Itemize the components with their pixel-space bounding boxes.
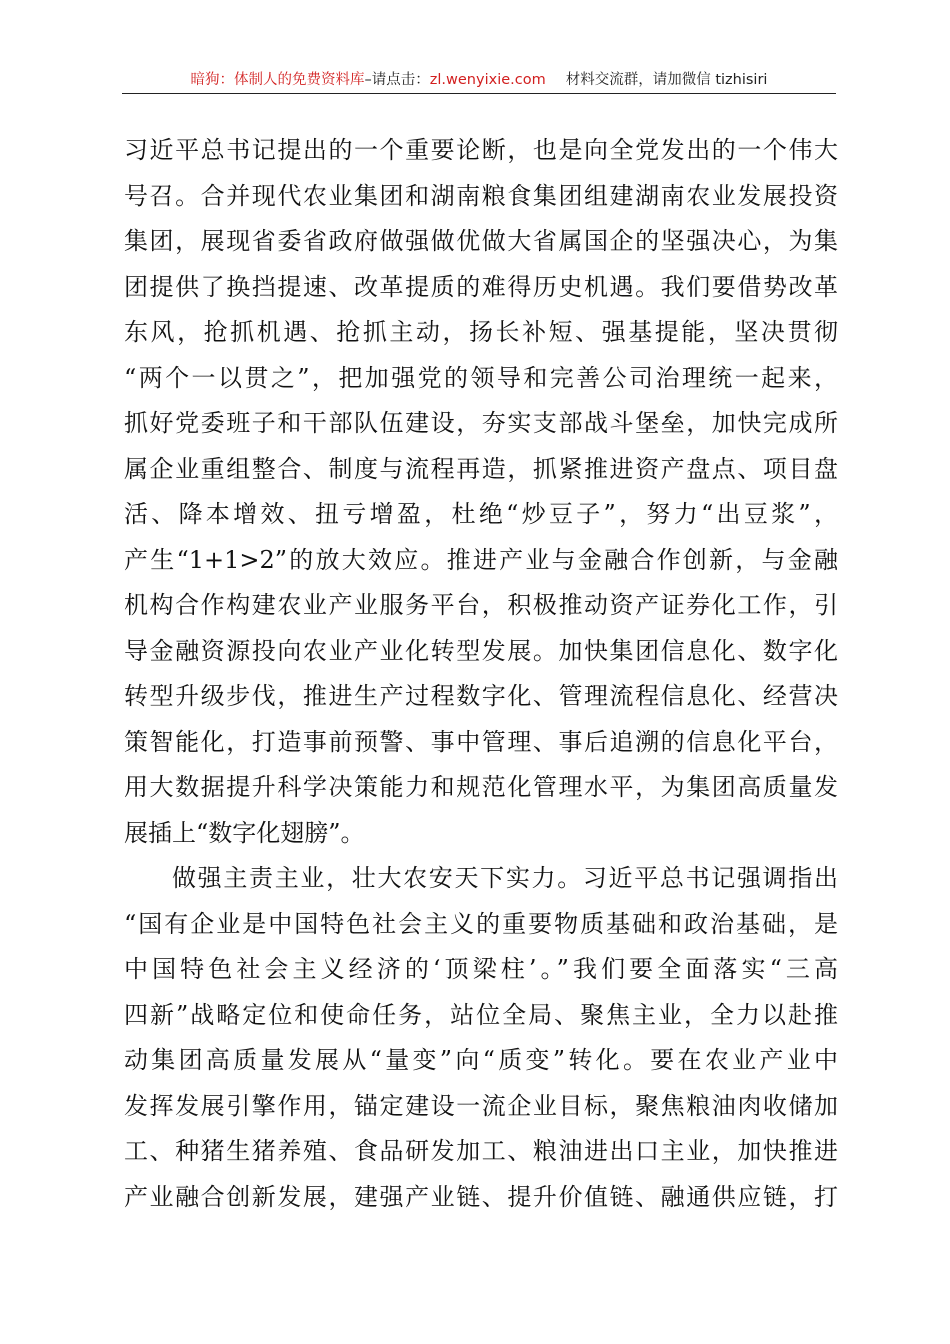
header-link-prefix: –请点击： xyxy=(364,72,430,88)
text-line: 策智能化，打造事前预警、事中管理、事后追溯的信息化平台， xyxy=(124,727,838,756)
text-line: “两个一以贯之”，把加强党的领导和完善公司治理统一起来， xyxy=(124,363,838,392)
text-line: 习近平总书记提出的一个重要论断，也是向全党发出的一个伟大 xyxy=(124,136,838,164)
text-line: 团提供了换挡提速、改革提质的难得历史机遇。我们要借势改革 xyxy=(124,272,838,301)
text-line: 导金融资源投向农业产业化转型发展。加快集团信息化、数字化 xyxy=(124,636,838,665)
text-line: 产业融合创新发展，建强产业链、提升价值链、融通供应链，打 xyxy=(124,1182,838,1211)
text-line: 工、种猪生猪养殖、食品研发加工、粮油进出口主业，加快推进 xyxy=(124,1137,838,1165)
text-line: 动集团高质量发展从“量变”向“质变”转化。要在农业产业中 xyxy=(124,1046,838,1074)
text-line: 做强主责主业，壮大农安天下实力。习近平总书记强调指出 xyxy=(172,864,838,892)
text-line: 用大数据提升科学决策能力和规范化管理水平，为集团高质量发 xyxy=(124,773,838,801)
paragraph-1 xyxy=(124,128,838,856)
page-header xyxy=(122,66,836,94)
header-brand: 暗狗：体制人的免费资料库 xyxy=(190,72,365,88)
text-line: 产生“1+1>2”的放大效应。推进产业与金融合作创新，与金融 xyxy=(124,545,838,574)
text-line: 号召。合并现代农业集团和湖南粮食集团组建湖南农业发展投资 xyxy=(124,181,838,210)
header-contact: 材料交流群，请加微信 tizhisiri xyxy=(565,72,768,88)
text-line: “国有企业是中国特色社会主义的重要物质基础和政治基础，是 xyxy=(124,909,838,938)
text-line: 中国特色社会主义经济的‘顶梁柱’。”我们要全面落实“三高 xyxy=(124,955,838,983)
header-url-link[interactable]: zl.wenyixie.com xyxy=(429,72,546,88)
text-line: 四新”战略定位和使命任务，站位全局、聚焦主业，全力以赴推 xyxy=(124,1000,838,1029)
document-body xyxy=(124,128,838,1220)
text-line: 展插上“数字化翅膀”。 xyxy=(124,818,365,847)
text-line: 活、降本增效、扭亏增盈，杜绝“炒豆子”，努力“出豆浆”， xyxy=(124,500,838,528)
text-line: 集团，展现省委省政府做强做优做大省属国企的坚强决心，为集 xyxy=(124,227,838,255)
text-line: 发挥发展引擎作用，锚定建设一流企业目标，聚焦粮油肉收储加 xyxy=(124,1091,838,1120)
text-line: 东风，抢抓机遇、抢抓主动，扬长补短、强基提能，坚决贯彻 xyxy=(124,318,838,346)
paragraph-2 xyxy=(124,856,838,1220)
text-line: 转型升级步伐，推进生产过程数字化、管理流程信息化、经营决 xyxy=(124,682,838,710)
text-line: 属企业重组整合、制度与流程再造，抓紧推进资产盘点、项目盘 xyxy=(124,454,838,483)
text-line: 抓好党委班子和干部队伍建设，夯实支部战斗堡垒，加快完成所 xyxy=(124,409,838,437)
text-line: 机构合作构建农业产业服务平台，积极推动资产证券化工作，引 xyxy=(124,591,838,619)
